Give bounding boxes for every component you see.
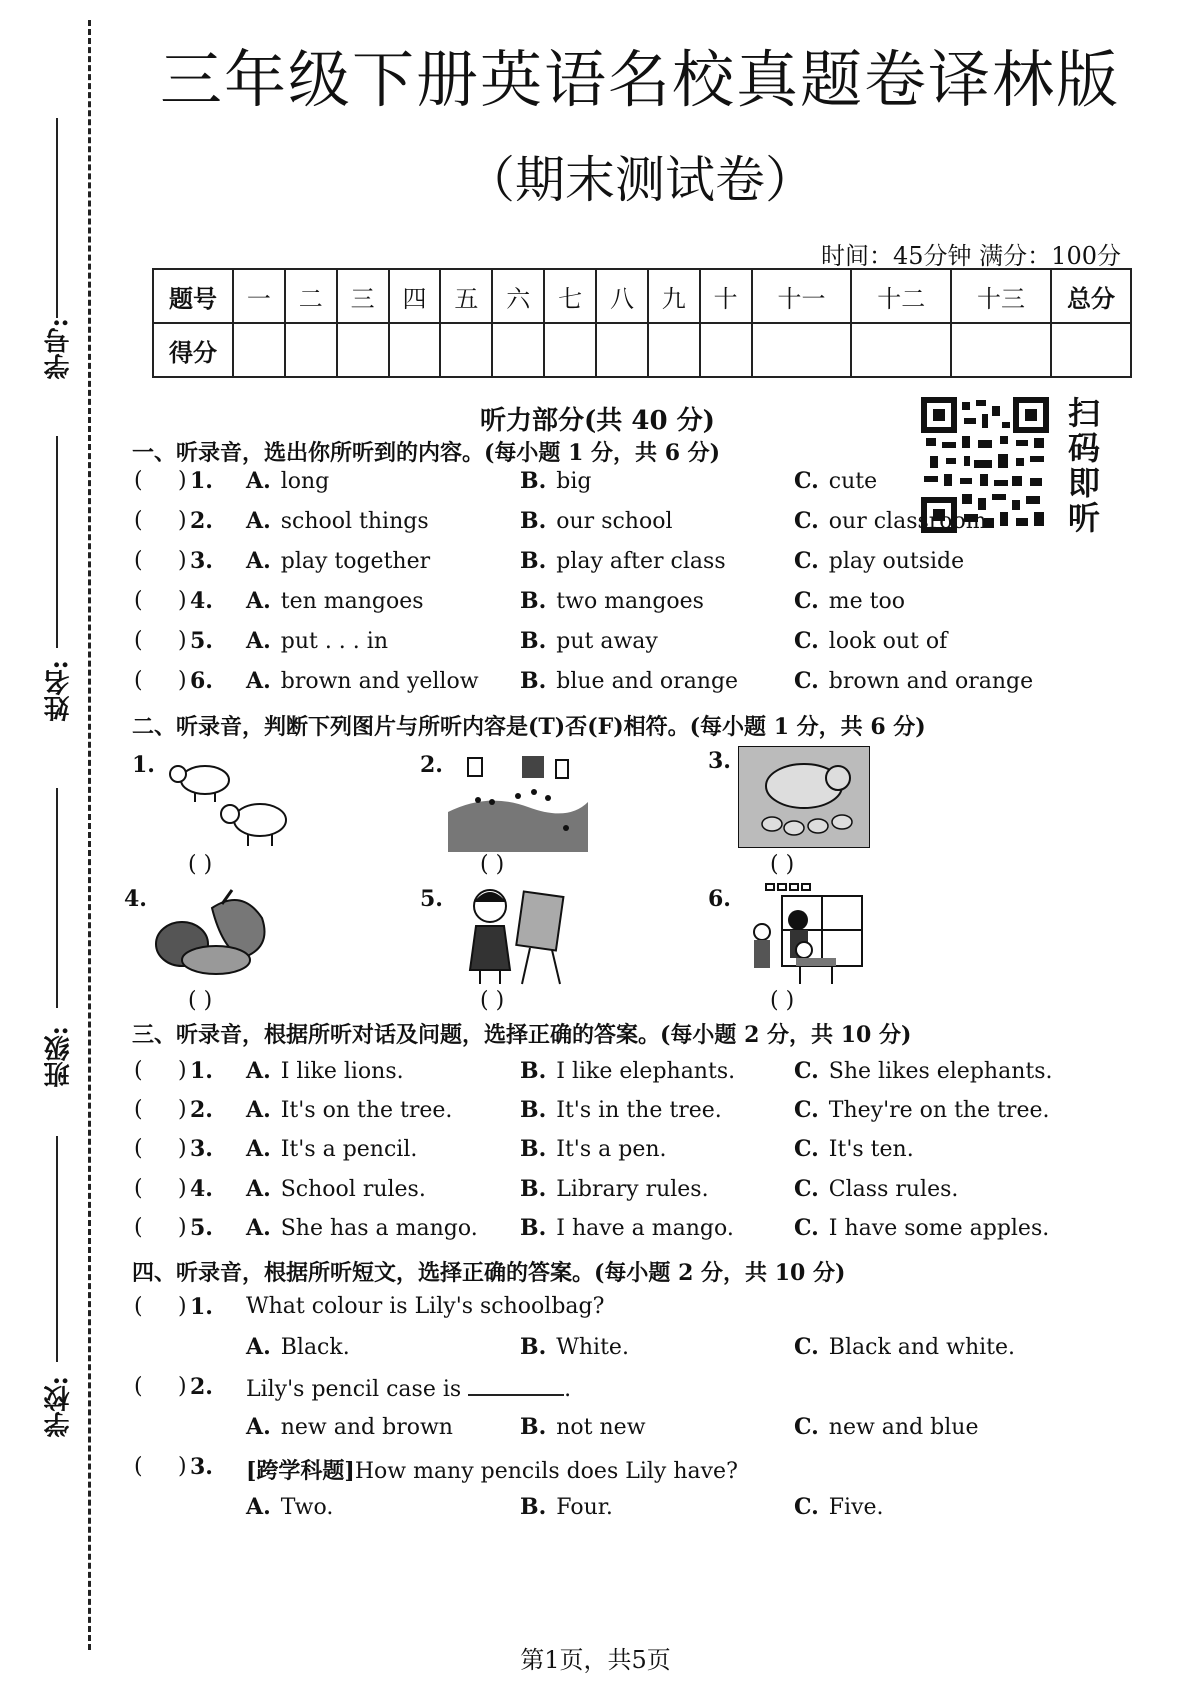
option-c[interactable]: C. cute (794, 468, 878, 494)
question-number: 4. (190, 588, 213, 614)
question-row (134, 668, 1084, 704)
picture-number: 6. (708, 886, 731, 912)
option-a[interactable]: A. brown and yellow (246, 668, 479, 694)
table-row-label: 题号 (153, 269, 233, 323)
question-number: 5. (190, 1215, 213, 1241)
picture-number: 1. (132, 752, 155, 778)
scan-char: 扫 (1068, 394, 1101, 432)
table-cell: 九 (648, 269, 700, 323)
question-row (134, 588, 1084, 624)
answer-paren[interactable]: ( (134, 508, 143, 533)
answer-paren-close: ) (178, 1294, 187, 1319)
student-id-label: 学号: (44, 318, 74, 380)
answer-paren[interactable]: ( ) (770, 852, 795, 877)
table-cell: 三 (337, 269, 389, 323)
question-row (134, 1215, 1084, 1251)
answer-paren[interactable]: ( (134, 588, 143, 613)
option-a[interactable]: A. put . . . in (246, 628, 388, 654)
answer-paren[interactable]: ( (134, 628, 143, 653)
question-row (134, 508, 1084, 544)
answer-paren[interactable]: ( (134, 548, 143, 573)
answer-paren[interactable]: ( ) (770, 988, 795, 1013)
option-b[interactable]: B. Four. (520, 1494, 613, 1520)
question-number: 2. (190, 508, 213, 534)
question-text: Lily's pencil case is . (246, 1374, 571, 1402)
score-cell (648, 323, 700, 377)
question-number: 2. (190, 1097, 213, 1123)
options-row (134, 1494, 1084, 1530)
vegetables-icon (152, 888, 292, 984)
question-row (134, 1374, 1084, 1410)
question-number: 3. (190, 1454, 213, 1480)
name-line (56, 436, 58, 648)
table-cell: 八 (596, 269, 648, 323)
pig-piglets-icon (738, 746, 870, 848)
option-b[interactable]: B. play after class (520, 548, 726, 574)
question-text: What colour is Lily's schoolbag? (246, 1294, 605, 1319)
question-number: 1. (190, 1294, 213, 1320)
option-b[interactable]: B. big (520, 468, 592, 494)
answer-paren[interactable]: ( (134, 1454, 143, 1479)
answer-paren[interactable]: ( (134, 1058, 143, 1083)
table-cell: 一 (233, 269, 285, 323)
question-row (134, 628, 1084, 664)
question-number: 2. (190, 1374, 213, 1400)
score-table-score-row (153, 323, 1131, 377)
table-cell: 十二 (851, 269, 951, 323)
question-row (134, 548, 1084, 584)
section3-heading: 三、听录音，根据所听对话及问题，选择正确的答案。(每小题 2 分，共 10 分) (132, 1022, 912, 1048)
answer-paren-close: ) (178, 1176, 187, 1201)
score-cell (851, 323, 951, 377)
options-row (134, 1334, 1084, 1370)
option-c[interactable]: C. play outside (794, 548, 965, 574)
score-table-header-row (153, 269, 1131, 323)
answer-paren-close: ) (178, 1454, 187, 1479)
answer-paren-close: ) (178, 468, 187, 493)
option-c[interactable]: C. They're on the tree. (794, 1097, 1050, 1123)
class-line (56, 788, 58, 1008)
question-number: 5. (190, 628, 213, 654)
question-row (134, 1454, 1084, 1490)
answer-paren-close: ) (178, 588, 187, 613)
girl-painting-icon (460, 880, 570, 986)
option-c[interactable]: C. new and blue (794, 1414, 979, 1440)
option-a[interactable]: A. new and brown (246, 1414, 453, 1440)
score-cell (951, 323, 1051, 377)
table-cell: 总分 (1051, 269, 1131, 323)
question-number: 6. (190, 668, 213, 694)
score-cell (285, 323, 337, 377)
option-c[interactable]: C. our classroom (794, 508, 987, 534)
student-id-line (56, 118, 58, 318)
question-row (134, 1294, 1084, 1330)
scan-char: 即 (1068, 464, 1101, 502)
score-cell (1051, 323, 1131, 377)
option-a[interactable]: A. I like lions. (246, 1058, 404, 1084)
score-cell (544, 323, 596, 377)
option-c[interactable]: C. look out of (794, 628, 948, 654)
option-b[interactable]: B. It's a pen. (520, 1136, 667, 1162)
answer-paren-close: ) (178, 668, 187, 693)
question-number: 1. (190, 1058, 213, 1084)
park-people-icon (448, 752, 588, 852)
score-cell (389, 323, 441, 377)
option-c[interactable]: C. I have some apples. (794, 1215, 1050, 1241)
answer-paren[interactable]: ( (134, 1176, 143, 1201)
option-c[interactable]: C. Five. (794, 1494, 884, 1520)
option-a[interactable]: A. It's a pencil. (246, 1136, 418, 1162)
option-c[interactable]: C. me too (794, 588, 906, 614)
question-row (134, 1097, 1084, 1133)
option-b[interactable]: B. two mangoes (520, 588, 704, 614)
score-cell (440, 323, 492, 377)
option-a[interactable]: A. long (246, 468, 330, 494)
classroom-kids-icon (746, 880, 870, 986)
option-c[interactable]: C. She likes elephants. (794, 1058, 1053, 1084)
section4-heading: 四、听录音，根据所听短文，选择正确的答案。(每小题 2 分，共 10 分) (132, 1260, 846, 1286)
option-b[interactable]: B. I have a mango. (520, 1215, 734, 1241)
answer-paren-close: ) (178, 1058, 187, 1083)
section2-heading: 二、听录音，判断下列图片与所听内容是(T)否(F)相符。(每小题 1 分，共 6 分) (132, 714, 926, 740)
option-b[interactable]: B. It's in the tree. (520, 1097, 722, 1123)
answer-paren-close: ) (178, 1215, 187, 1240)
answer-paren-close: ) (178, 1136, 187, 1161)
answer-paren[interactable]: ( ) (188, 852, 213, 877)
scan-char: 听 (1068, 499, 1101, 537)
picture-number: 2. (420, 752, 443, 778)
school-line (56, 1136, 58, 1362)
option-b[interactable]: B. Library rules. (520, 1176, 709, 1202)
table-cell: 十三 (951, 269, 1051, 323)
score-cell (596, 323, 648, 377)
option-b[interactable]: B. put away (520, 628, 658, 654)
question-row (134, 1058, 1084, 1094)
question-row (134, 1176, 1084, 1212)
score-cell (233, 323, 285, 377)
option-c[interactable]: C. It's ten. (794, 1136, 914, 1162)
answer-paren-close: ) (178, 1097, 187, 1122)
question-number: 4. (190, 1176, 213, 1202)
answer-paren-close: ) (178, 548, 187, 573)
option-a[interactable]: A. play together (246, 548, 431, 574)
score-cell (700, 323, 752, 377)
question-number: 3. (190, 1136, 213, 1162)
option-c[interactable]: C. brown and orange (794, 668, 1034, 694)
school-label: 学校: (44, 1376, 74, 1438)
option-a[interactable]: A. ten mangoes (246, 588, 424, 614)
table-cell: 七 (544, 269, 596, 323)
option-a[interactable]: A. Two. (246, 1494, 334, 1520)
table-cell: 十 (700, 269, 752, 323)
score-cell (752, 323, 852, 377)
answer-paren[interactable]: ( (134, 1097, 143, 1122)
options-row (134, 1414, 1084, 1450)
answer-paren-close: ) (178, 628, 187, 653)
page-footer: 第1页，共5页 (520, 1646, 671, 1674)
answer-paren[interactable]: ( (134, 668, 143, 693)
answer-paren[interactable]: ( (134, 1215, 143, 1240)
picture-number: 4. (124, 886, 147, 912)
score-cell (337, 323, 389, 377)
answer-paren[interactable]: ( (134, 1294, 143, 1319)
cross-subject-tag: [跨学科题] (246, 1458, 355, 1484)
option-c[interactable]: C. Class rules. (794, 1176, 959, 1202)
question-number: 1. (190, 468, 213, 494)
option-a[interactable]: A. It's on the tree. (246, 1097, 453, 1123)
question-number: 3. (190, 548, 213, 574)
name-label: 姓名: (44, 660, 74, 722)
answer-paren[interactable]: ( ) (188, 988, 213, 1013)
option-c[interactable]: C. Black and white. (794, 1334, 1016, 1360)
binding-dashed-line (88, 20, 91, 1650)
table-cell: 六 (492, 269, 544, 323)
question-row (134, 468, 1084, 504)
answer-paren-close: ) (178, 508, 187, 533)
score-table (152, 268, 1132, 378)
picture-number: 3. (708, 748, 731, 774)
listening-title: 听力部分(共 40 分) (480, 406, 715, 436)
page-title: 三年级下册英语名校真题卷译林版 (159, 43, 1120, 116)
class-label: 班级: (44, 1026, 74, 1088)
option-b[interactable]: B. blue and orange (520, 668, 739, 694)
page-subtitle: （期末测试卷） (465, 151, 815, 209)
answer-paren[interactable]: ( (134, 468, 143, 493)
sheep-icon (160, 758, 310, 858)
table-cell: 五 (440, 269, 492, 323)
option-b[interactable]: B. White. (520, 1334, 629, 1360)
section1-heading: 一、听录音，选出你所听到的内容。(每小题 1 分，共 6 分) (132, 440, 721, 466)
scan-char: 码 (1068, 429, 1101, 467)
answer-paren[interactable]: ( ) (480, 988, 505, 1013)
option-a[interactable]: A. school things (246, 508, 429, 534)
question-row (134, 1136, 1084, 1172)
table-cell: 二 (285, 269, 337, 323)
table-row-label: 得分 (153, 323, 233, 377)
question-text: [跨学科题]How many pencils does Lily have? (246, 1458, 738, 1484)
picture-number: 5. (420, 886, 443, 912)
answer-paren[interactable]: ( (134, 1136, 143, 1161)
table-cell: 十一 (752, 269, 852, 323)
time-info: 时间：45分钟 满分：100分 (821, 242, 1121, 270)
answer-paren-close: ) (178, 1374, 187, 1399)
option-b[interactable]: B. our school (520, 508, 673, 534)
option-b[interactable]: B. not new (520, 1414, 646, 1440)
table-cell: 四 (389, 269, 441, 323)
option-a[interactable]: A. Black. (246, 1334, 350, 1360)
score-cell (492, 323, 544, 377)
answer-paren[interactable]: ( (134, 1374, 143, 1399)
answer-paren[interactable]: ( ) (480, 852, 505, 877)
option-b[interactable]: B. I like elephants. (520, 1058, 736, 1084)
fill-blank[interactable] (468, 1374, 564, 1396)
option-a[interactable]: A. She has a mango. (246, 1215, 478, 1241)
option-a[interactable]: A. School rules. (246, 1176, 426, 1202)
